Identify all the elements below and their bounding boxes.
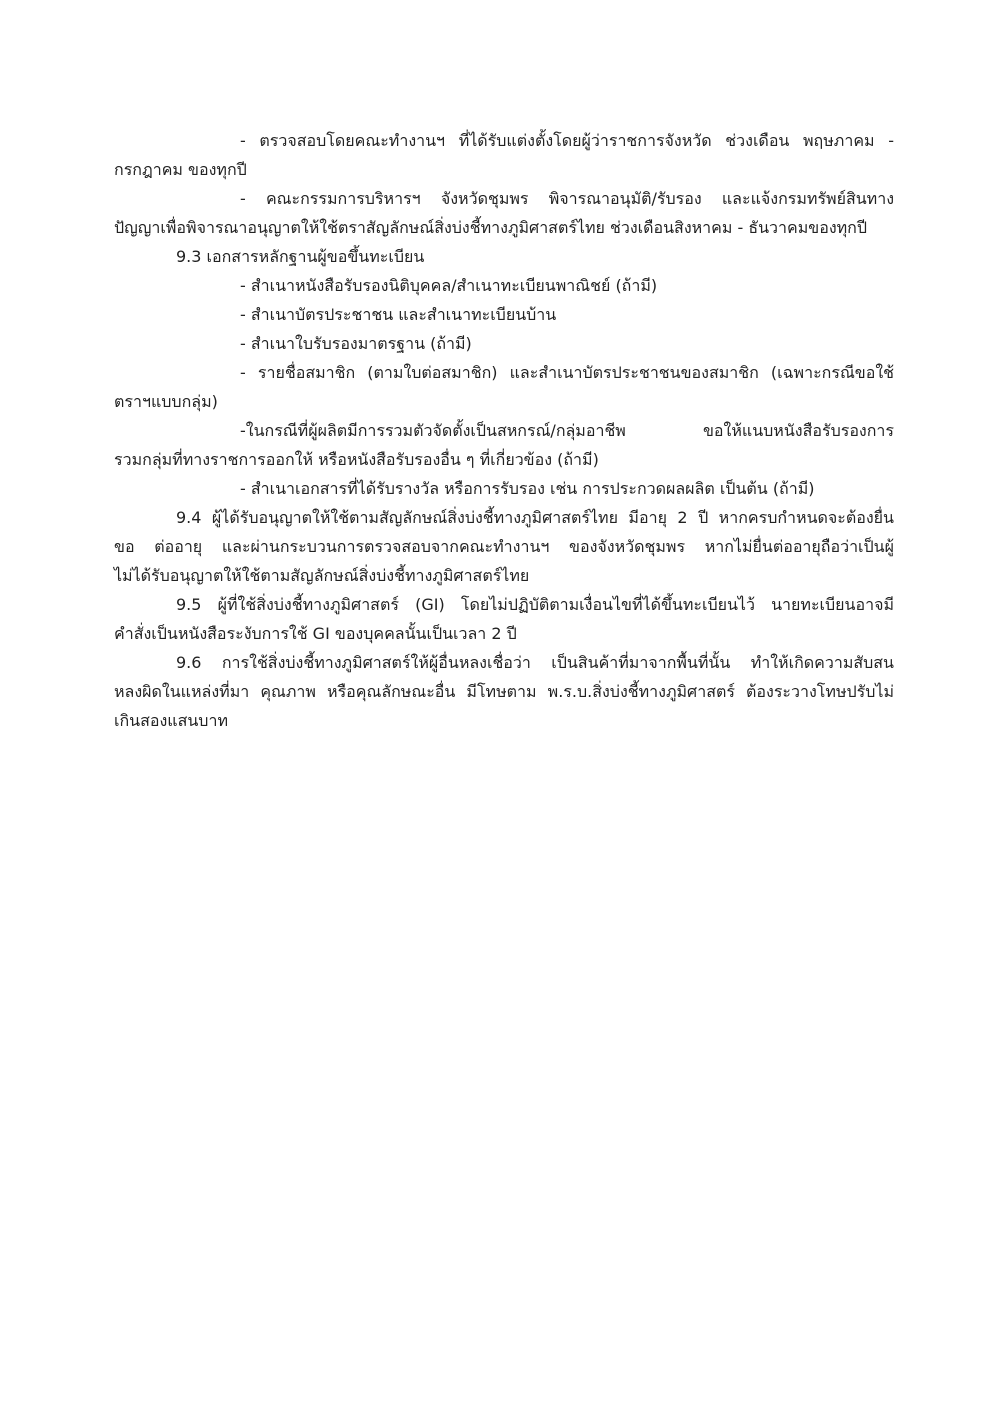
text-line: ไม่ได้รับอนุญาตให้ใช้ตามสัญลักษณ์สิ่งบ่งชี้ทางภูมิศาสตร์ไทย xyxy=(114,566,530,585)
text-line: เกินสองแสนบาท xyxy=(114,711,228,730)
text-line: - คณะกรรมการบริหารฯ จังหวัดชุมพร พิจารณาอนุมัติ/รับรอง และแจ้งกรมทรัพย์สินทาง xyxy=(240,189,894,208)
section-heading: 9.5 ผู้ที่ใช้สิ่งบ่งชี้ทางภูมิศาสตร์ (GI) โดยไม่ปฏิบัติตามเงื่อนไขที่ได้ขึ้นทะเบียนไว้ นายทะเบียนอาจมี xyxy=(176,595,894,614)
text-line: - สำเนาใบรับรองมาตรฐาน (ถ้ามี) xyxy=(240,334,472,353)
text-line: - สำเนาเอกสารที่ได้รับรางวัล หรือการรับรอง เช่น การประกวดผลผลิต เป็นต้น (ถ้ามี) xyxy=(240,479,815,498)
section-heading: 9.3 เอกสารหลักฐานผู้ขอขึ้นทะเบียน xyxy=(176,247,425,266)
text-line: ขอ ต่ออายุ และผ่านกระบวนการตรวจสอบจากคณะทำงานฯ ของจังหวัดชุมพร หากไม่ยื่นต่ออายุถือว่าเป็นผู้ xyxy=(114,537,894,556)
text-line: ปัญญาเพื่อพิจารณาอนุญาตให้ใช้ตราสัญลักษณ์สิ่งบ่งชี้ทางภูมิศาสตร์ไทย ช่วงเดือนสิงหาคม - ธันวาคมของทุกปี xyxy=(114,218,868,237)
text-line: - ตรวจสอบโดยคณะทำงานฯ ที่ได้รับแต่งตั้งโดยผู้ว่าราชการจังหวัด ช่วงเดือน พฤษภาคม - xyxy=(240,131,894,150)
text-line: - รายชื่อสมาชิก (ตามใบต่อสมาชิก) และสำเนาบัตรประชาชนของสมาชิก (เฉพาะกรณีขอใช้ xyxy=(240,363,894,382)
text-line: รวมกลุ่มที่ทางราชการออกให้ หรือหนังสือรับรองอื่น ๆ ที่เกี่ยวข้อง (ถ้ามี) xyxy=(114,450,599,469)
text-line: กรกฎาคม ของทุกปี xyxy=(114,160,247,179)
text-line: - สำเนาหนังสือรับรองนิติบุคคล/สำเนาทะเบียนพาณิชย์ (ถ้ามี) xyxy=(240,276,658,295)
document-body xyxy=(114,126,894,735)
text-line: หลงผิดในแหล่งที่มา คุณภาพ หรือคุณลักษณะอื่น มีโทษตาม พ.ร.บ.สิ่งบ่งชี้ทางภูมิศาสตร์ ต้องระวางโทษปรับไม่ xyxy=(114,682,894,701)
text-line: ตราฯแบบกลุ่ม) xyxy=(114,392,218,411)
text-line: คำสั่งเป็นหนังสือระงับการใช้ GI ของบุคคลนั้นเป็นเวลา 2 ปี xyxy=(114,624,517,643)
text-line: -ในกรณีที่ผู้ผลิตมีการรวมตัวจัดตั้งเป็นสหกรณ์/กลุ่มอาชีพ ขอให้แนบหนังสือรับรองการ xyxy=(240,421,894,440)
section-heading: 9.4 ผู้ได้รับอนุญาตให้ใช้ตามสัญลักษณ์สิ่งบ่งชี้ทางภูมิศาสตร์ไทย มีอายุ 2 ปี หากครบกำหนดจะต้องยื่น xyxy=(176,508,894,527)
section-heading: 9.6 การใช้สิ่งบ่งชี้ทางภูมิศาสตร์ให้ผู้อื่นหลงเชื่อว่า เป็นสินค้าที่มาจากพื้นที่นั้น ทำให้เกิดความสับสน xyxy=(176,653,894,672)
text-line: - สำเนาบัตรประชาชน และสำเนาทะเบียนบ้าน xyxy=(240,305,557,324)
